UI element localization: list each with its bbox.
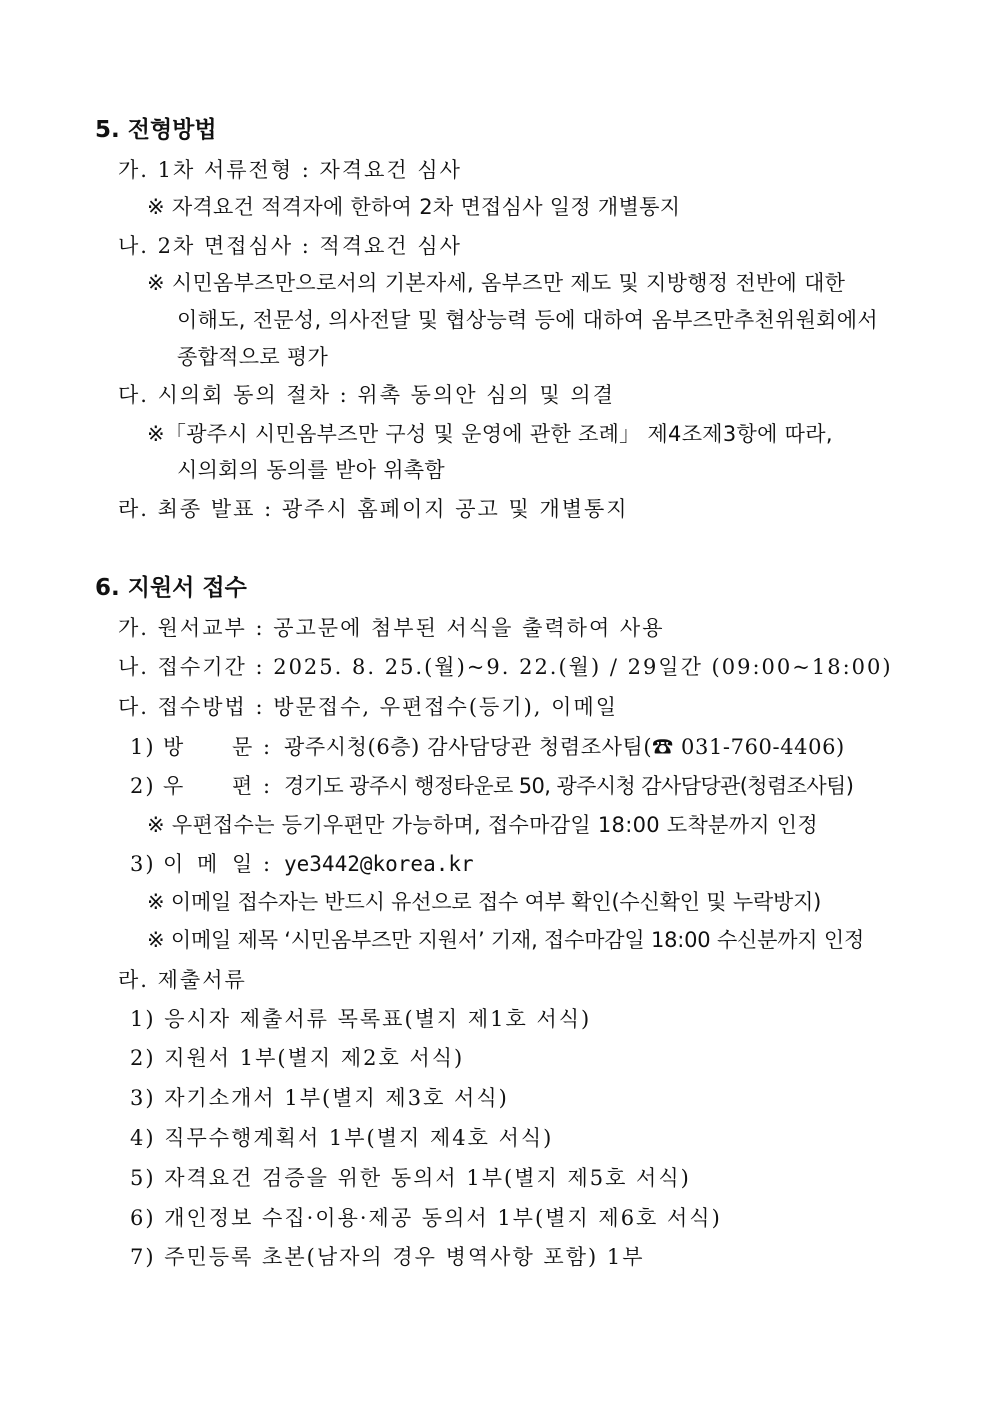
visit-row [130,733,156,761]
email-label-char-3: 일 [232,852,255,876]
section-5-item-da-note-line-1: ※「광주시 시민옴부즈만 구성 및 운영에 관한 조례」 제4조제3항에 따라, [147,422,833,446]
section-5-item-da-note-line-2: 시의회의 동의를 받아 위촉함 [177,458,445,482]
section-6-item-na: 나. 접수기간 : 2025. 8. 25.(월)~9. 22.(월) / 29일간 (09:00~18:00) [118,655,893,679]
section-5-item-na: 나. 2차 면접심사 : 적격요건 심사 [118,234,462,258]
section-6-item-ra: 라. 제출서류 [118,968,247,992]
post-colon: : [263,774,273,798]
document-item: 5) 자격요건 검증을 위한 동의서 1부(별지 제5호 서식) [130,1166,691,1190]
section-5-item-ga-note: ※ 자격요건 적격자에 한하여 2차 면접심사 일정 개별통지 [147,195,681,219]
section-5-item-ga: 가. 1차 서류전형 : 자격요건 심사 [118,158,462,182]
section-6-item-ga: 가. 원서교부 : 공고문에 첨부된 서식을 출력하여 사용 [118,616,665,640]
post-label-char-1: 우 [163,774,186,798]
email-label-char-1: 이 [163,852,186,876]
email-colon: : [263,852,273,876]
post-value: 경기도 광주시 행정타운로 50, 광주시청 감사담당관(청렴조사팀) [284,774,854,798]
document-item: 6) 개인정보 수집·이용·제공 동의서 1부(별지 제6호 서식) [130,1206,722,1230]
section-6-title: 6. 지원서 접수 [95,575,247,601]
visit-number: 1) [130,735,156,759]
email-label-char-2: 메 [197,852,220,876]
document-item: 3) 자기소개서 1부(별지 제3호 서식) [130,1086,509,1110]
section-6-item-da: 다. 접수방법 : 방문접수, 우편접수(등기), 이메일 [118,695,619,719]
section-5-title: 5. 전형방법 [95,117,217,143]
section-5-item-ra: 라. 최종 발표 : 광주시 홈페이지 공고 및 개별통지 [118,497,629,521]
post-note: ※ 우편접수는 등기우편만 가능하며, 접수마감일 18:00 도착분까지 인정 [147,813,818,837]
visit-label-char-1: 방 [163,735,186,759]
email-number: 3) [130,852,156,876]
visit-label-char-2: 문 [232,735,255,759]
visit-value: 광주시청(6층) 감사담당관 청렴조사팀(☎ 031-760-4406) [284,735,845,759]
email-note-1: ※ 이메일 접수자는 반드시 유선으로 접수 여부 확인(수신확인 및 누락방지) [147,890,822,914]
email-address-link[interactable]: ye3442@korea.kr [284,852,474,876]
post-number: 2) [130,774,156,798]
document-item: 1) 응시자 제출서류 목록표(별지 제1호 서식) [130,1007,592,1031]
document-item: 7) 주민등록 초본(남자의 경우 병역사항 포함) 1부 [130,1245,645,1269]
email-note-2: ※ 이메일 제목 ‘시민옴부즈만 지원서’ 기재, 접수마감일 18:00 수신분까지 인정 [147,928,865,952]
section-5-item-da: 다. 시의회 동의 절차 : 위촉 동의안 심의 및 의결 [118,383,615,407]
document-item: 2) 지원서 1부(별지 제2호 서식) [130,1046,465,1070]
section-5-item-na-note-line-2: 이해도, 전문성, 의사전달 및 협상능력 등에 대하여 옴부즈만추천위원회에서 [177,308,878,332]
post-label-char-2: 편 [232,774,255,798]
section-5-item-na-note-line-3: 종합적으로 평가 [177,345,329,369]
document-item: 4) 직무수행계획서 1부(별지 제4호 서식) [130,1126,554,1150]
section-5-item-na-note-line-1: ※ 시민옴부즈만으로서의 기본자세, 옴부즈만 제도 및 지방행정 전반에 대한 [147,271,846,295]
visit-colon: : [263,735,273,759]
